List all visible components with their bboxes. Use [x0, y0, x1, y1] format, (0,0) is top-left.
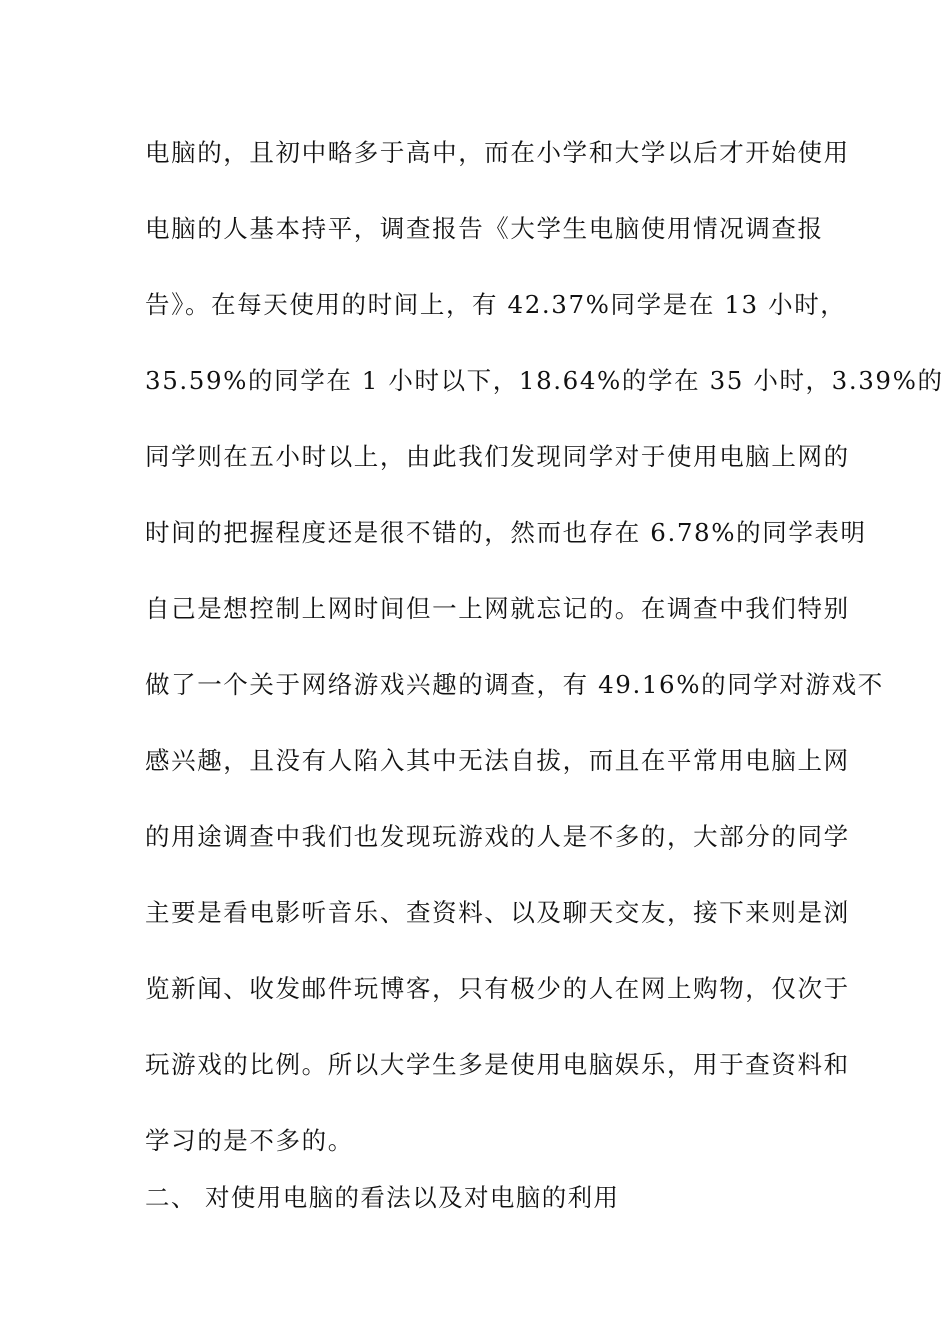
- paragraph-line: 的用途调查中我们也发现玩游戏的人是不多的，大部分的同学: [145, 822, 850, 851]
- section-heading: [145, 1172, 810, 1224]
- paragraph-line: 做了一个关于网络游戏兴趣的调查，有 49.16%的同学对游戏不: [145, 670, 884, 699]
- paragraph-line: 告》。在每天使用的时间上，有 42.37%同学是在 13 小时，: [145, 290, 847, 319]
- section-number: 二、: [145, 1183, 197, 1212]
- paragraph-line: 电脑的人基本持平，调查报告《大学生电脑使用情况调查报: [145, 214, 824, 243]
- paragraph-line: 电脑的，且初中略多于高中，而在小学和大学以后才开始使用: [145, 138, 850, 167]
- paragraph-line: 时间的把握程度还是很不错的，然而也存在 6.78%的同学表明: [145, 518, 867, 547]
- body-paragraph: [145, 127, 944, 1191]
- paragraph-line-last: 学习的是不多的。: [145, 1126, 354, 1155]
- paragraph-line: 自己是想控制上网时间但一上网就忘记的。在调查中我们特别: [145, 594, 850, 623]
- paragraph-line: 主要是看电影听音乐、查资料、以及聊天交友，接下来则是浏: [145, 898, 850, 927]
- paragraph-line: 35.59%的同学在 1 小时以下，18.64%的学在 35 小时，3.39%的: [145, 366, 944, 395]
- paragraph-line: 玩游戏的比例。所以大学生多是使用电脑娱乐，用于查资料和: [145, 1050, 850, 1079]
- paragraph-line: 同学则在五小时以上，由此我们发现同学对于使用电脑上网的: [145, 442, 850, 471]
- paragraph-line: 览新闻、收发邮件玩博客，只有极少的人在网上购物，仅次于: [145, 974, 850, 1003]
- paragraph-line: 感兴趣，且没有人陷入其中无法自拔，而且在平常用电脑上网: [145, 746, 850, 775]
- section-title: 对使用电脑的看法以及对电脑的利用: [205, 1183, 620, 1212]
